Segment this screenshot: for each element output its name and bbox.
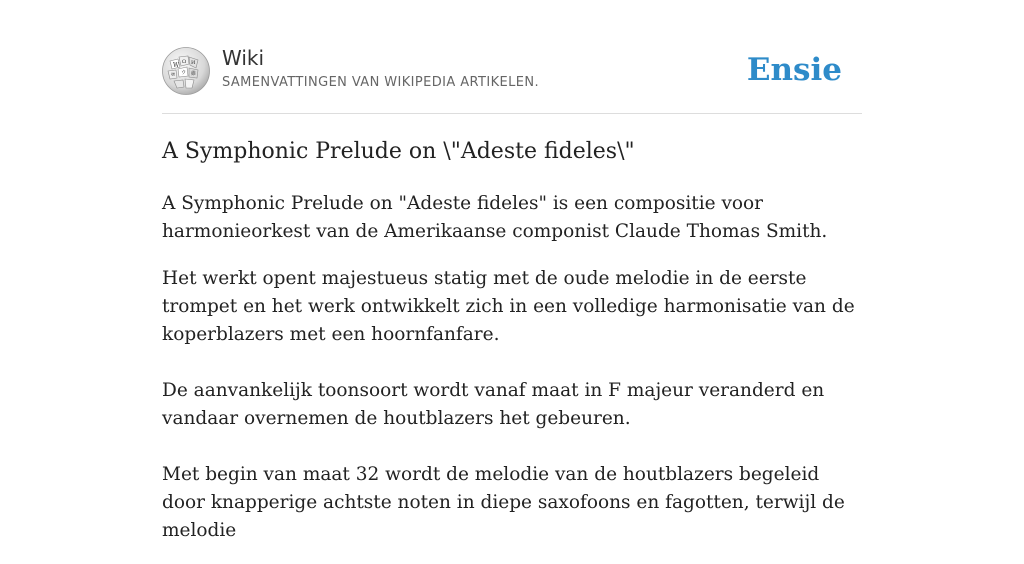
page-title: A Symphonic Prelude on \"Adeste fideles\": [162, 139, 635, 164]
article-body: Het werkt opent majestueus statig met de oude melodie in de eerste trompet en het werk ontwikkelt zich in een volledige harmonisatie van de koperblazers met een hoornfanfare. De aanvankelijk toonsoort wordt vanaf maat in F majeur veranderd en vandaar overnemen de houtblazers het gebeuren. Met begin van maat 32 wordt de melodie van de houtblazers begeleid door knapperige achtste noten in diepe saxofoons en fagotten, terwijl de melodie: [162, 268, 855, 541]
page-container: [162, 0, 862, 541]
site-header: [162, 44, 862, 114]
svg-text:И: И: [191, 60, 196, 66]
article-intro: A Symphonic Prelude on "Adeste fideles" is een compositie voor harmonieorkest van de Amerikaanse componist Claude Thomas Smith.: [162, 193, 828, 242]
wikipedia-globe-icon[interactable]: [162, 47, 210, 95]
svg-text:Ω: Ω: [182, 59, 187, 65]
svg-text:ज: ज: [171, 72, 175, 78]
svg-text:維: 維: [191, 71, 197, 77]
site-tagline: SAMENVATTINGEN VAN WIKIPEDIA ARTIKELEN.: [222, 75, 540, 90]
svg-text:ウ: ウ: [181, 70, 187, 76]
svg-text:W: W: [173, 62, 180, 69]
brand-logo[interactable]: Ensie: [746, 52, 842, 88]
article-content: [162, 190, 862, 564]
site-name[interactable]: Wiki: [222, 46, 265, 70]
